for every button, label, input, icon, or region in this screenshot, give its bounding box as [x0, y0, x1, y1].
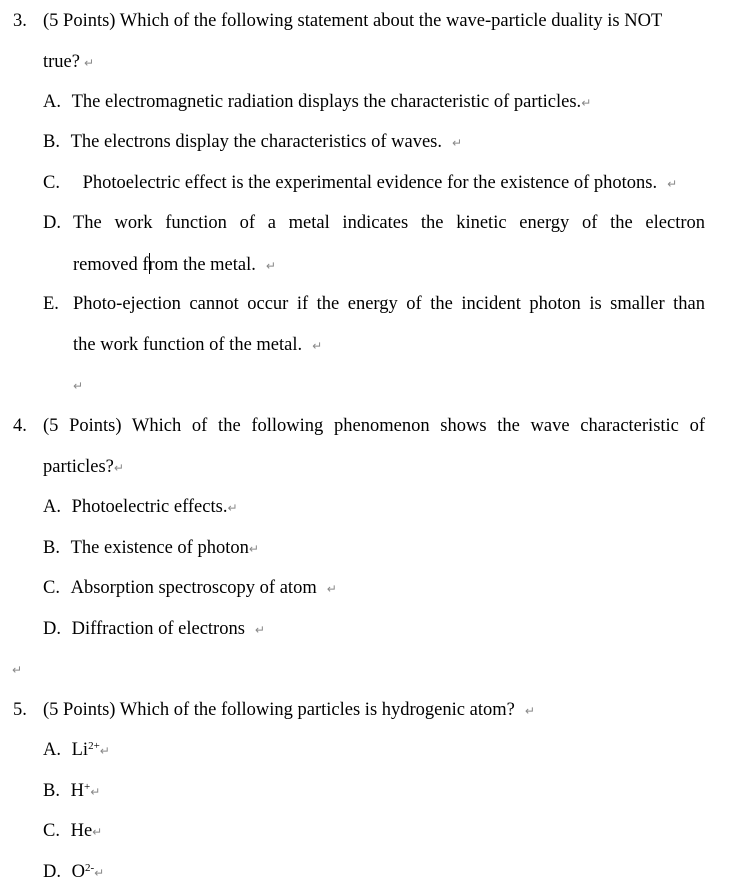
q3-option-e-line2 — [73, 334, 322, 357]
option-text: Photoelectric effects. — [71, 497, 228, 517]
option-text: the work function of the metal. — [73, 335, 303, 355]
paragraph-mark-icon: ↵ — [83, 56, 95, 70]
option-text: The work function of a metal indicates the kinetic energy of the electron — [73, 213, 705, 233]
paragraph-mark-icon: ↵ — [254, 623, 265, 637]
option-letter: E. — [43, 294, 59, 314]
paragraph-mark-icon: ↵ — [312, 339, 323, 353]
option-letter: A. — [43, 497, 61, 517]
q5-option-c — [43, 820, 102, 843]
paragraph-mark-icon: ↵ — [92, 825, 103, 839]
q3-option-a — [43, 91, 591, 114]
option-text: The electrons display the characteristics of waves. — [70, 132, 442, 152]
option-letter: A. — [43, 740, 61, 760]
option-text: rom the metal. — [148, 255, 256, 275]
option-letter: B. — [43, 132, 60, 152]
option-text: Diffraction of electrons — [71, 619, 245, 639]
paragraph-mark-icon: ↵ — [99, 744, 110, 758]
option-text: The electromagnetic radiation displays the characteristic of particles. — [71, 92, 582, 112]
q5-text-line1 — [43, 699, 535, 722]
option-text: H — [70, 781, 84, 801]
q3-line2 — [43, 51, 94, 74]
q4-option-a — [43, 496, 238, 519]
q3-option-b — [43, 131, 462, 154]
q4-option-b — [43, 537, 259, 560]
option-text: O — [71, 862, 85, 882]
charge-superscript: + — [83, 781, 91, 793]
option-text: The existence of photon — [70, 538, 249, 558]
option-letter: C. — [43, 821, 60, 841]
paragraph-mark-icon: ↵ — [90, 785, 101, 799]
q4-option-c — [43, 577, 337, 600]
charge-superscript: 2+ — [88, 740, 100, 752]
paragraph-mark-icon: ↵ — [94, 866, 105, 880]
q5-question-text: (5 Points) Which of the following particles is hydrogenic atom? — [43, 700, 515, 720]
q3-option-c — [43, 172, 677, 195]
q3-text-line1: (5 Points) Which of the following statement about the wave-particle duality is NOT — [43, 11, 663, 31]
q5-number: 5. — [13, 700, 27, 720]
paragraph-mark-icon: ↵ — [265, 259, 276, 273]
option-letter: B. — [43, 781, 60, 801]
paragraph-mark-icon: ↵ — [12, 663, 23, 677]
q3-option-d-line2 — [73, 253, 276, 277]
option-text: Photo-ejection cannot occur if the energy of the incident photon is smaller than — [73, 294, 705, 314]
option-letter: B. — [43, 538, 60, 558]
option-text: Photoelectric effect is the experimental evidence for the existence of photons. — [82, 173, 658, 193]
empty-paragraph — [73, 374, 83, 397]
q3-number: 3. — [13, 11, 27, 31]
option-letter: C. — [43, 578, 60, 598]
paragraph-mark-icon: ↵ — [667, 177, 678, 191]
paragraph-mark-icon: ↵ — [73, 379, 84, 393]
option-text: removed f — [73, 255, 149, 275]
q5-option-a — [43, 739, 110, 762]
paragraph-mark-icon: ↵ — [113, 461, 124, 475]
option-letter: A. — [43, 92, 61, 112]
option-letter: C. — [43, 173, 60, 193]
q4-text-line1: (5 Points) Which of the following phenomenon shows the wave characteristic of — [43, 416, 705, 436]
q3-text-line2: true? — [43, 52, 80, 72]
q5-option-d — [43, 861, 104, 884]
q4-option-d — [43, 618, 265, 641]
option-letter: D. — [43, 862, 61, 882]
option-text: He — [70, 821, 93, 841]
paragraph-mark-icon: ↵ — [248, 542, 259, 556]
option-letter: D. — [43, 619, 61, 639]
charge-superscript: 2- — [85, 862, 95, 874]
option-text: Absorption spectroscopy of atom — [70, 578, 317, 598]
q4-line2 — [43, 456, 124, 479]
paragraph-mark-icon: ↵ — [326, 582, 337, 596]
paragraph-mark-icon: ↵ — [581, 96, 592, 110]
q4-text-line2: particles? — [43, 457, 114, 477]
paragraph-mark-icon: ↵ — [524, 704, 535, 718]
q5-option-b — [43, 780, 100, 803]
option-text: Li — [71, 740, 89, 760]
empty-paragraph — [12, 658, 22, 681]
paragraph-mark-icon: ↵ — [227, 501, 238, 515]
paragraph-mark-icon: ↵ — [452, 136, 463, 150]
option-letter: D. — [43, 213, 61, 233]
q4-number: 4. — [13, 416, 27, 436]
